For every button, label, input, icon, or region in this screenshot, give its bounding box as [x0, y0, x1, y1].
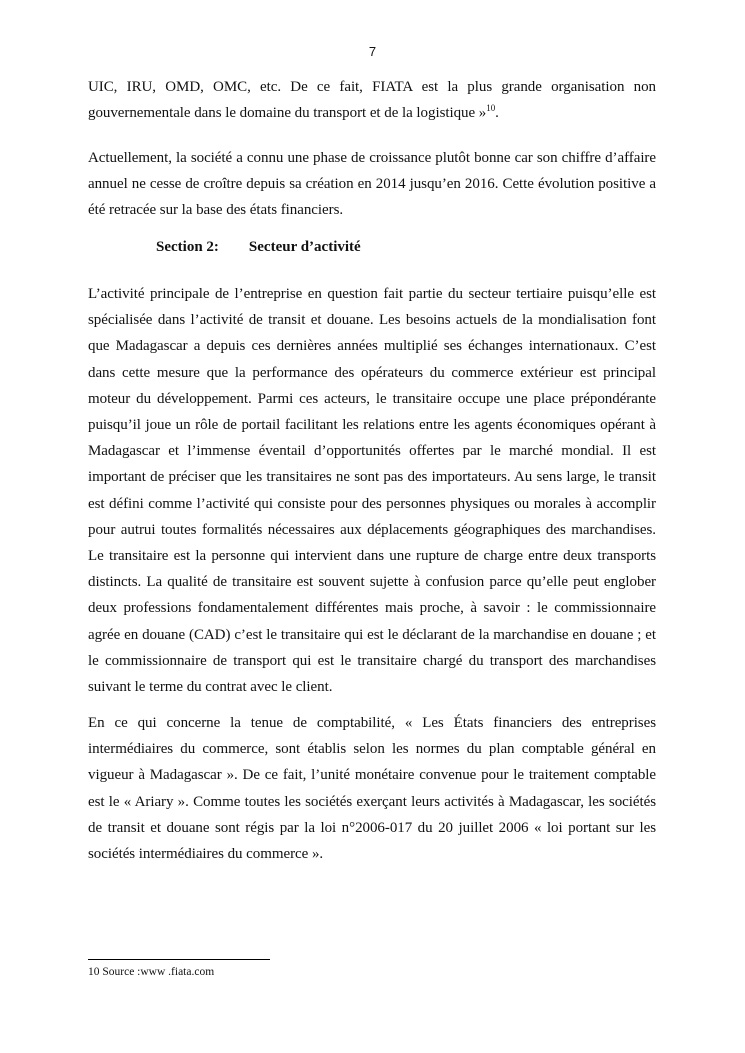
- footnote: 10 Source :www .fiata.com: [88, 966, 215, 978]
- section-title: Secteur d’activité: [248, 239, 361, 255]
- paragraph-fiata: [88, 74, 656, 126]
- paragraph-activite: L’activité principale de l’entreprise en question fait partie du secteur tertiaire puisqu’elle est spécialisée dans l’activité de transit et douane. Les besoins actuels de la mondialisation font que Madagascar a depuis ces dernières années multiplié ses échanges internationaux. C’est dans cette mesure que la performance des opérateurs du commerce extérieur est principal moteur du développement. Parmi ces acteurs, le transitaire occupe une place prépondérante puisqu’il joue un rôle de portail facilitant les relations entre les agents économiques opérant à Madagascar et l’immense éventail d’opportunités offertes par le marché mondial. Il est important de préciser que les transitaires ne sont pas des importateurs. Au sens large, le transit est défini comme l’activité qui consiste pour des personnes physiques ou morales à accomplir pour autrui toutes formalités nécessaires aux déplacements géographiques des marchandises. Le transitaire est la personne qui intervient dans une rupture de charge entre deux transports distincts. La qualité de transitaire est souvent sujette à confusion parce qu’elle peut englober deux professions fondamentalement différentes mais proche, à savoir : le commissionnaire agrée en douane (CAD) c’est le transitaire qui est le déclarant de la marchandise en douane ; et le commissionnaire de transport qui est le transitaire chargé du transport des marchandises suivant le terme du contrat avec le client.: [88, 286, 656, 696]
- paragraph-croissance: Actuellement, la société a connu une phase de croissance plutôt bonne car son chiffre d’affaire annuel ne cesse de croître depuis sa création en 2014 jusqu’en 2016. Cette évolution positive a été retracée sur la base des états financiers.: [88, 150, 656, 219]
- paragraph-comptabilite: En ce qui concerne la tenue de comptabilité, « Les États financiers des entreprises intermédiaires du commerce, sont établis selon les normes du plan comptable général en vigueur à Madagascar ». De ce fait, l’unité monétaire convenue pour le traitement comptable est le « Ariary ». Comme toutes les sociétés exerçant leurs activités à Madagascar, les sociétés de transit et douane sont régis par la loi n°2006-017 du 20 juillet 2006 « loi portant sur les sociétés intermédiaires du commerce ».: [88, 715, 656, 863]
- section-heading: [156, 239, 361, 256]
- footnote-reference: 10: [486, 103, 496, 114]
- paragraph-fiata-end: .: [495, 105, 499, 122]
- section-label: Section 2:: [156, 239, 219, 255]
- paragraph-fiata-text: UIC, IRU, OMD, OMC, etc. De ce fait, FIATA est la plus grande organisation non gouvernementale dans le domaine du transport et de la logistique »: [88, 79, 656, 122]
- page-number: 7: [368, 44, 377, 59]
- footnote-separator: [88, 959, 270, 960]
